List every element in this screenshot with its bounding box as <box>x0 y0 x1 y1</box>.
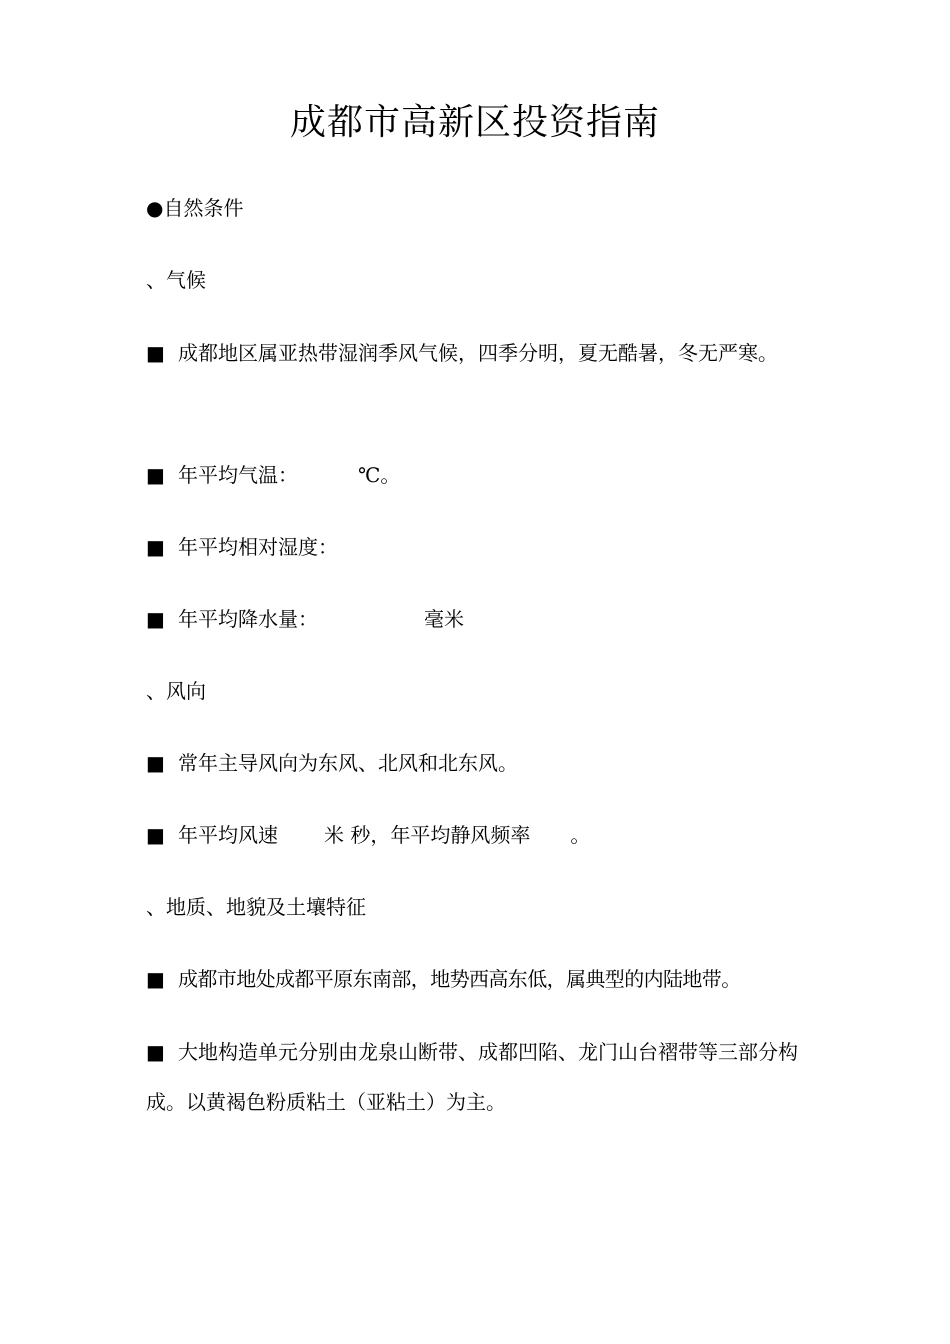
section-heading-natural: ●自然条件 <box>146 196 244 220</box>
document-title: 成都市高新区投资指南 <box>289 102 660 143</box>
wind-speed-end: 。 <box>570 823 591 847</box>
temperature-unit: ℃。 <box>358 463 401 487</box>
paragraph-wind-direction <box>146 749 806 777</box>
bullet-square: ■ <box>146 1040 165 1064</box>
bullet-square: ■ <box>146 751 165 775</box>
subheading-geology: 、地质、地貌及土壤特征 <box>146 895 366 919</box>
temperature-label: 年平均气温： <box>178 463 298 487</box>
bullet-square: ■ <box>146 463 165 487</box>
paragraph-temperature <box>146 461 806 489</box>
paragraph-geo-structure <box>146 1027 806 1127</box>
bullet-square: ■ <box>146 341 165 365</box>
bullet-square: ■ <box>146 823 165 847</box>
subheading-climate: 、气候 <box>146 268 206 292</box>
geo-structure-text: 大地构造单元分别由龙泉山断带、成都凹陷、龙门山台褶带等三部分构成。以黄褐色粉质粘土（亚粘土）为主。 <box>146 1040 798 1114</box>
paragraph-rainfall <box>146 605 806 633</box>
wind-speed-unit: 米 秒，年平均静风频率 <box>324 823 531 847</box>
bullet-square: ■ <box>146 535 165 559</box>
paragraph-climate-desc <box>146 328 806 378</box>
rainfall-unit: 毫米 <box>424 607 464 631</box>
climate-desc-text: 成都地区属亚热带湿润季风气候，四季分明，夏无酷暑，冬无严寒。 <box>178 341 778 365</box>
bullet-square: ■ <box>146 967 165 991</box>
rainfall-label: 年平均降水量： <box>178 607 318 631</box>
humidity-label: 年平均相对湿度： <box>178 535 338 559</box>
subheading-wind: 、风向 <box>146 679 206 703</box>
bullet-square: ■ <box>146 607 165 631</box>
paragraph-humidity <box>146 533 806 561</box>
wind-direction-text: 常年主导风向为东风、北风和北东风。 <box>178 751 518 775</box>
wind-speed-label: 年平均风速 <box>178 823 278 847</box>
geo-location-text: 成都市地处成都平原东南部，地势西高东低，属典型的内陆地带。 <box>178 967 741 991</box>
paragraph-wind-speed <box>146 821 806 849</box>
paragraph-geo-location <box>146 965 806 993</box>
